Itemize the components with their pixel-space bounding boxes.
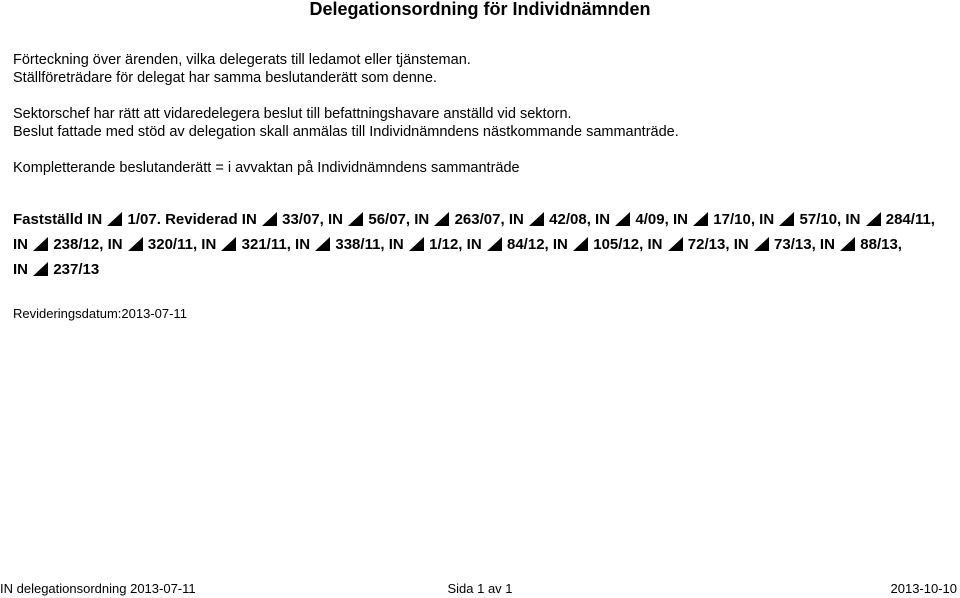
revision-label: IN	[466, 236, 482, 253]
revision-ref: 238/12,	[53, 236, 104, 253]
revision-label: IN	[414, 211, 430, 228]
revision-label: IN	[328, 211, 344, 228]
revision-entry	[595, 211, 669, 228]
revision-label: IN	[552, 236, 568, 253]
revision-entry	[201, 236, 291, 253]
intro-line-1: Förteckning över ärenden, vilka delegerats till ledamot eller tjänsteman.	[13, 52, 471, 68]
revision-entry	[509, 211, 591, 228]
revision-ref: 57/10,	[799, 211, 842, 228]
revision-ref: 237/13	[53, 261, 100, 278]
footer-document-name: IN delegationsordning 2013-07-11	[0, 581, 196, 596]
revision-entry	[328, 211, 410, 228]
revision-entry	[467, 236, 549, 253]
revision-ref: 263/07,	[454, 211, 505, 228]
page-title: Delegationsordning för Individnämnden	[309, 0, 651, 19]
triangle-marker-icon	[487, 237, 502, 251]
revision-entry	[759, 211, 841, 228]
revision-label: IN	[13, 261, 28, 278]
triangle-marker-icon	[128, 237, 143, 251]
revision-label: IN	[647, 236, 663, 253]
intro-line-5: Kompletterande beslutanderätt = i avvaktan på Individnämndens sammanträde	[13, 160, 520, 176]
footer-page-number: Sida 1 av 1	[447, 581, 513, 596]
triangle-marker-icon	[434, 212, 449, 226]
revision-ref: 84/12,	[507, 236, 549, 253]
revision-label: IN	[388, 236, 404, 253]
intro-line-3: Sektorschef har rätt att vidaredelegera beslut till befattningshavare anställd vid sektorn.	[13, 106, 572, 122]
triangle-marker-icon	[840, 237, 855, 251]
revision-label: IN	[201, 236, 217, 253]
triangle-marker-icon	[693, 212, 708, 226]
revision-ref: 284/11,	[885, 211, 935, 228]
revision-entry	[845, 211, 935, 228]
revision-ref: 105/12,	[593, 236, 644, 253]
revision-ref: 1/12,	[429, 236, 463, 253]
revision-entry	[647, 236, 729, 253]
revision-ref: 4/09,	[635, 211, 669, 228]
revision-ref: 33/07,	[282, 211, 324, 228]
revision-label: IN	[845, 211, 861, 228]
revision-entry	[673, 211, 755, 228]
revision-ref: 56/07,	[368, 211, 411, 228]
revision-ref: 1/07.	[127, 211, 161, 228]
revision-ref: 338/11,	[335, 236, 385, 253]
revision-label: IN	[13, 236, 28, 253]
triangle-marker-icon	[779, 212, 794, 226]
revision-ref: 320/11,	[147, 236, 198, 253]
triangle-marker-icon	[262, 212, 277, 226]
triangle-marker-icon	[221, 237, 236, 251]
triangle-marker-icon	[315, 237, 330, 251]
established-entry	[13, 211, 161, 228]
revision-entry	[13, 236, 103, 253]
revision-label: Fastställd IN	[13, 211, 103, 228]
revision-date: Revideringsdatum:2013-07-11	[13, 306, 187, 321]
triangle-marker-icon	[33, 262, 48, 276]
revision-label: IN	[819, 236, 835, 253]
triangle-marker-icon	[668, 237, 683, 251]
revision-entry	[165, 211, 324, 228]
revision-label: IN	[733, 236, 749, 253]
revision-ref: 88/13,	[860, 236, 902, 253]
triangle-marker-icon	[409, 237, 424, 251]
triangle-marker-icon	[866, 212, 881, 226]
triangle-marker-icon	[529, 212, 544, 226]
intro-line-4: Beslut fattade med stöd av delegation skall anmälas till Individnämndens nästkommande sammanträde.	[13, 124, 679, 140]
revision-ref: 72/13,	[687, 236, 730, 253]
triangle-marker-icon	[33, 237, 48, 251]
revision-label: IN	[672, 211, 688, 228]
revision-entry	[734, 236, 816, 253]
triangle-marker-icon	[573, 237, 588, 251]
revision-label: IN	[508, 211, 524, 228]
revision-entry	[295, 236, 385, 253]
revision-ref: 17/10,	[713, 211, 755, 228]
triangle-marker-icon	[107, 212, 122, 226]
triangle-marker-icon	[348, 212, 363, 226]
revision-entry	[389, 236, 463, 253]
revision-ref: 321/11,	[241, 236, 291, 253]
intro-line-2: Ställföreträdare för delegat har samma beslutanderätt som denne.	[13, 70, 437, 86]
revision-entry	[13, 261, 99, 278]
revision-ref: 73/13,	[774, 236, 816, 253]
revision-label: IN	[595, 211, 611, 228]
triangle-marker-icon	[615, 212, 630, 226]
revision-label: IN	[107, 236, 123, 253]
revision-entry	[108, 236, 198, 253]
revision-entry	[820, 236, 902, 253]
revision-history	[13, 207, 948, 282]
revision-entry	[414, 211, 504, 228]
revision-label: Reviderad IN	[165, 211, 257, 228]
footer-date: 2013-10-10	[890, 581, 957, 596]
triangle-marker-icon	[754, 237, 769, 251]
revision-label: IN	[759, 211, 775, 228]
revision-ref: 42/08,	[549, 211, 591, 228]
revision-entry	[553, 236, 643, 253]
revision-label: IN	[295, 236, 311, 253]
